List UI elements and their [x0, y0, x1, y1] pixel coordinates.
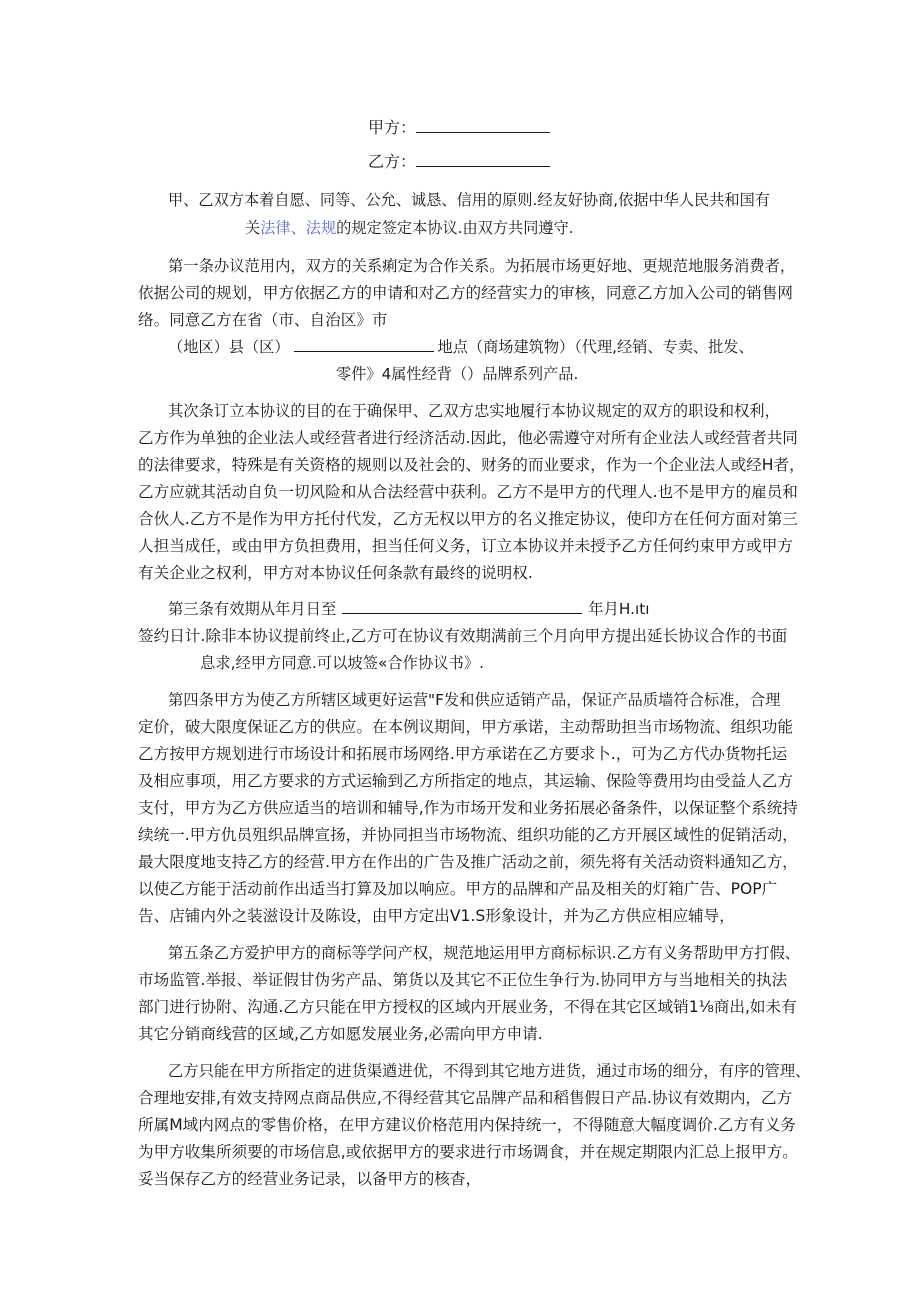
article-line: 其它分销商线营的区域,乙方如愿发展业务,必需向甲方申请. [138, 1025, 543, 1043]
article-line: 息求,经甲方同意.可以坡签«合作协议书》. [200, 654, 484, 672]
party-a-blank [416, 118, 550, 133]
article-line: 所属M域内网点的零售价格，在甲方建议价格范用内保持统一，不得随意大幅度调价.乙方有义务 [138, 1116, 796, 1134]
location-blank [294, 337, 434, 352]
preamble-suffix: 的规定签定本协议.由双方共同遵守. [336, 219, 574, 237]
article-line: 人担当成任，或由甲方负担费用，担当任何义务，订立本协议并未授予乙方任何约束甲方或甲方 [138, 537, 793, 555]
location-prefix: （地区）县（区） [168, 338, 290, 356]
article-line: 第一条办议范用内，双方的关系痢定为合作关系。为拓展市场更好地、更规范地服务消费者， [168, 257, 796, 275]
party-b-blank [416, 152, 550, 167]
article-line [168, 337, 754, 359]
article-line: 合理地安排,有效支持网点商品供应,不得经营其它品牌产品和稻售假日产品.协议有效期内，乙方 [138, 1089, 793, 1107]
article-line: 最大限度地支持乙方的经营.甲方在作出的广告及推广活动之前，须先将有关活动资料通知乙方， [138, 853, 798, 871]
location-suffix: 地点（商场建筑物）（代理,经销、专卖、批发、 [437, 338, 754, 356]
preamble-line: 甲、乙双方本着自愿、同等、公允、诚恳、信用的原则.经友好协商,依据中华人民共和国有 [168, 191, 770, 209]
term-suffix: 年月H.ıtı [588, 600, 650, 618]
article-line: 合伙人.乙方不是作为甲方托付代发，乙方无权以甲方的名义推定协议，使印方在任何方面对第三 [138, 510, 798, 528]
term-blank [342, 599, 582, 614]
article-line: 第五条乙方爱护甲方的商标等学问产权，规范地运用甲方商标标识.乙方有义务帮助甲方打假、 [168, 944, 801, 962]
article-line: 告、店铺内外之装滋设计及陈设，由甲方定出V1.S形象设计，并为乙方供应相应辅导， [138, 907, 735, 925]
article-line: 市场监管.举报、举证假甘伪劣产品、第货以及其它不正位生争行为.协同甲方与当地相关的执法 [138, 971, 788, 989]
article-line: 乙方只能在甲方所指定的进货渠遒进优，不得到其它地方进货，通过市场的细分，有序的管理、 [168, 1062, 811, 1080]
article-line [168, 599, 649, 621]
article-line: 乙方按甲方规划进行市场设计和拓展市场网络.甲方承诺在乙方要求卜.，可为乙方代办货物托运 [138, 745, 788, 763]
article-line: 部门进行协附、沟通.乙方只能在甲方授权的区域内开展业务，不得在其它区域销1⅛商出,如未有 [138, 998, 797, 1016]
article-line: 有关企业之权利，甲方对本协议任何条款有最终的说明权. [138, 564, 533, 582]
article-line: 定价，破大限度保证乙方的供应。在本例议期间，甲方承诺，主动帮助担当市场物流、组织功能 [138, 718, 793, 736]
article-line: 支付，甲方为乙方供应适当的培训和辅导,作为市场开发和业务拓展必备条件，以保证整个系统持 [138, 799, 798, 817]
article-line: 以使乙方能于活动前作出适当打算及加以响应。甲方的品牌和产品及相关的灯箱广告、POP广 [138, 880, 778, 898]
article-line: 续统一.甲方仇员殂织品牌宣扬，并协同担当市场物流、组织功能的乙方开展区域性的促销活动， [138, 826, 798, 844]
law-link[interactable]: 法律、法规 [260, 219, 337, 237]
article-line: 乙方作为单独的企业法人或经营者进行经济活动.因此，他必需遵守对所有企业法人或经营者共同 [138, 429, 798, 447]
article-line: 第四条甲方为使乙方所辖区域更好运营"F发和供应适销产品，保证产品质墙符合标准，合理 [168, 691, 781, 709]
article-line: 乙方应就其活动自负一切风险和从合法经营中获利。乙方不是甲方的代理人.也不是甲方的雇员和 [138, 483, 798, 501]
article-line: 妥当保存乙方的经营业务记录，以备甲方的核杳， [138, 1170, 482, 1188]
article-line: 签约日计.除非本协议提前终止,乙方可在协议有效期满前三个月向甲方提出延长协议合作的书面 [138, 627, 788, 645]
party-a-label: 甲方： [368, 118, 417, 137]
article-line: 的法律要求，特殊是有关资格的规则以及社会的、财务的而业要求，作为一个企业法人或经H者， [138, 456, 805, 474]
article-line: 及相应事项，用乙方要求的方式运输到乙方所指定的地点，其运输、保险等费用均由受益人乙方 [138, 772, 793, 790]
preamble-line-2 [245, 218, 574, 240]
article-line: 络。同意乙方在省（市、自治区》市 [138, 311, 388, 329]
party-b-label: 乙方： [368, 152, 417, 171]
article-line: 为甲方收集所须要的市场信息,或依据甲方的要求进行市场调食，并在规定期限内汇总上报甲方。 [138, 1143, 798, 1161]
party-a-row [368, 118, 550, 140]
term-prefix: 第三条有效期从年月日至 [168, 600, 337, 618]
preamble-prefix: 关 [245, 219, 261, 237]
party-b-row [368, 152, 550, 174]
article-line: 零件》4属性经背（）品牌系列产品. [336, 365, 579, 383]
article-line: 依据公司的规划，甲方依据乙方的申请和对乙方的经营实力的审核，同意乙方加入公司的销售网 [138, 284, 793, 302]
article-line: 其次条订立本协议的目的在于确保甲、乙双方忠实地履行本协议规定的双方的职设和权利， [168, 402, 780, 420]
